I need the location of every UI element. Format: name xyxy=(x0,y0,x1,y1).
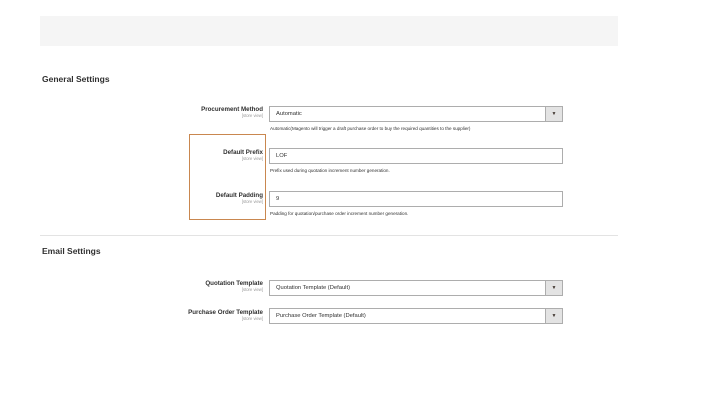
default-padding-note: Padding for quotation/purchase order increment number generation. xyxy=(270,211,409,216)
procurement-method-scope: [store view] xyxy=(241,113,263,118)
default-padding-label: Default Padding xyxy=(215,192,263,199)
purchase-order-template-select[interactable] xyxy=(269,308,563,324)
default-prefix-input[interactable] xyxy=(269,148,563,164)
default-padding-scope: [store view] xyxy=(241,199,263,204)
quotation-template-label: Quotation Template xyxy=(205,280,263,287)
default-prefix-note: Prefix used during quotation increment number generation. xyxy=(270,168,390,173)
purchase-order-template-label: Purchase Order Template xyxy=(188,309,263,316)
procurement-method-note: Automatic(Magento will trigger a draft purchase order to buy the required quantities to the supplier) xyxy=(270,126,471,131)
email-settings-title[interactable]: Email Settings xyxy=(42,246,101,256)
chevron-down-icon: ▼ xyxy=(551,110,557,117)
procurement-method-label: Procurement Method xyxy=(201,106,263,113)
purchase-order-template-value: Purchase Order Template (Default) xyxy=(276,313,366,319)
general-settings-title[interactable]: General Settings xyxy=(42,74,110,84)
procurement-method-dropdown-button[interactable] xyxy=(545,107,562,121)
procurement-method-value: Automatic xyxy=(276,111,302,117)
quotation-template-select[interactable] xyxy=(269,280,563,296)
quotation-template-value: Quotation Template (Default) xyxy=(276,285,351,291)
default-prefix-label: Default Prefix xyxy=(223,149,263,156)
default-prefix-value: LOF xyxy=(276,153,288,159)
section-divider xyxy=(40,235,618,236)
default-padding-value: 9 xyxy=(276,196,280,202)
purchase-order-template-dropdown-button[interactable] xyxy=(545,309,562,323)
quotation-template-label-group xyxy=(205,280,263,292)
highlight-annotation-box xyxy=(189,134,266,220)
default-prefix-scope: [store view] xyxy=(241,156,263,161)
purchase-order-template-label-group xyxy=(188,309,263,321)
quotation-template-scope: [store view] xyxy=(241,287,263,292)
procurement-method-select[interactable] xyxy=(269,106,563,122)
purchase-order-template-scope: [store view] xyxy=(241,316,263,321)
procurement-method-label-group xyxy=(201,106,263,118)
chevron-down-icon: ▼ xyxy=(551,312,557,319)
default-padding-input[interactable] xyxy=(269,191,563,207)
chevron-down-icon: ▼ xyxy=(551,284,557,291)
top-bar xyxy=(40,16,618,46)
quotation-template-dropdown-button[interactable] xyxy=(545,281,562,295)
